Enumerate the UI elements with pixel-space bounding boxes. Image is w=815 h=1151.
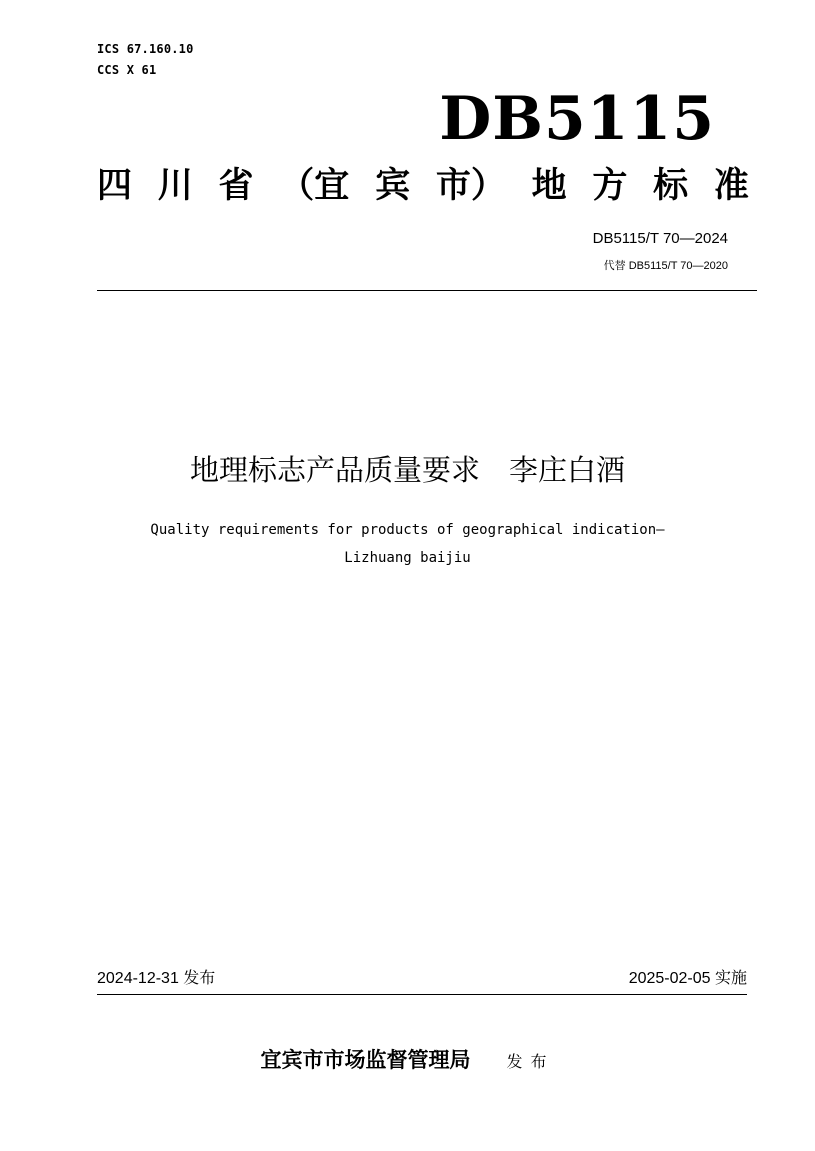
issue-date: 2024-12-31 发布 (97, 970, 216, 987)
province-char: 省 (218, 166, 254, 206)
header-divider (97, 290, 757, 291)
implementation-date: 2025-02-05 实施 (628, 970, 747, 987)
standard-logo: DB5115 (439, 84, 715, 154)
province-char: 宾 (375, 166, 411, 206)
province-char: 准 (713, 166, 749, 206)
ccs-code: CCS X 61 (97, 63, 157, 77)
standard-category-title (97, 160, 749, 212)
document-title-cn: 地理标志产品质量要求 李庄白酒 (189, 453, 625, 487)
document-title-en-line1: Quality requirements for products of geographical indication— (150, 522, 665, 538)
province-char: 市） (435, 166, 506, 206)
standard-number: DB5115/T 70—2024 (592, 230, 728, 247)
footer-divider (97, 994, 747, 995)
issuer-line (0, 1043, 815, 1079)
replaces-standard: 代替 DB5115/T 70—2020 (603, 260, 728, 272)
province-char: （宜 (279, 166, 350, 206)
issuer-name: 宜宾市市场监督管理局 (260, 1048, 471, 1072)
province-char: 方 (592, 166, 628, 206)
document-title-en-line2: Lizhuang baijiu (344, 550, 471, 566)
ics-code: ICS 67.160.10 (97, 42, 194, 56)
province-char: 四 (97, 166, 133, 206)
province-char: 地 (531, 166, 567, 206)
province-char: 川 (157, 166, 193, 206)
issuer-action: 发布 (506, 1052, 555, 1071)
province-char: 标 (653, 166, 689, 206)
